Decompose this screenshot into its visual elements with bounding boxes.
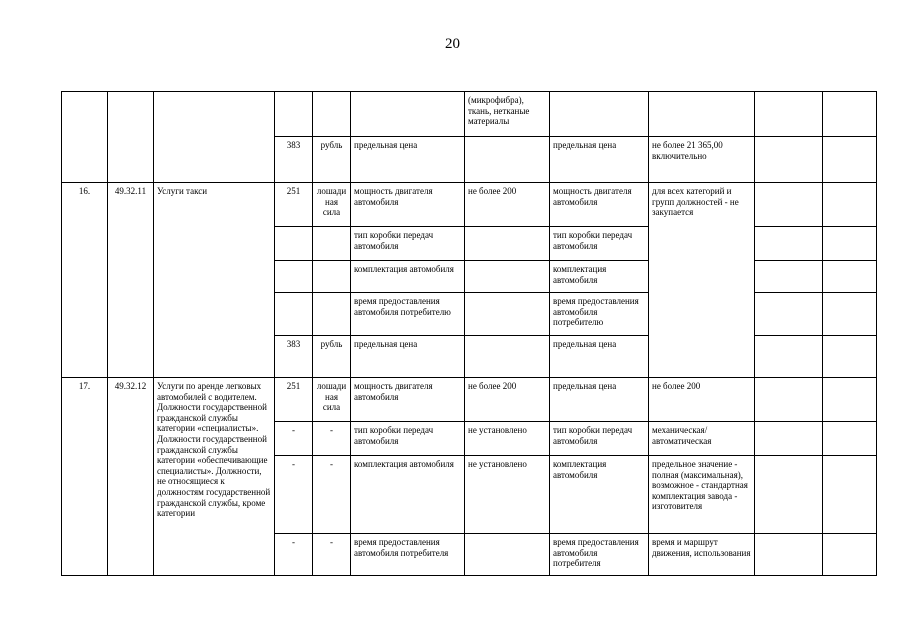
cell-empty	[550, 92, 649, 137]
cell-unit: рубль	[313, 336, 351, 378]
cell-empty	[313, 92, 351, 137]
cell-empty	[275, 261, 313, 293]
cell-characteristic: мощность двигателя автомобиля	[351, 378, 465, 422]
cell-characteristic: тип коробки передач автомобиля	[550, 227, 649, 261]
cell-empty	[823, 456, 877, 534]
cell-value: для всех категорий и групп должностей - не закупается	[649, 183, 755, 378]
cell-characteristic: предельная цена	[550, 378, 649, 422]
cell-empty	[823, 378, 877, 422]
cell-empty	[313, 227, 351, 261]
cell-value: механическая/автоматическая	[649, 422, 755, 456]
cell-empty	[465, 336, 550, 378]
cell-unit: -	[313, 534, 351, 576]
cell-empty	[755, 456, 823, 534]
cell-empty	[755, 227, 823, 261]
cell-characteristic: время предоставления автомобиля потребителю	[351, 293, 465, 336]
cell-value: не более 200	[649, 378, 755, 422]
cell-unit: лошадиная сила	[313, 378, 351, 422]
cell-okei-code: -	[275, 456, 313, 534]
cell-empty	[823, 92, 877, 137]
cell-empty	[823, 293, 877, 336]
cell-characteristic: тип коробки передач автомобиля	[351, 422, 465, 456]
cell-okei-code: 251	[275, 378, 313, 422]
cell-okpd2-code: 49.32.11	[108, 183, 154, 378]
cell-characteristic: тип коробки передач автомобиля	[550, 422, 649, 456]
cell-value: время и маршрут движения, использования	[649, 534, 755, 576]
cell-empty	[755, 92, 823, 137]
cell-empty	[351, 92, 465, 137]
cell-empty	[755, 534, 823, 576]
cell-empty	[313, 261, 351, 293]
cell-empty	[823, 336, 877, 378]
cell-characteristic: предельная цена	[351, 336, 465, 378]
cell-empty	[755, 378, 823, 422]
cell-okei-code: -	[275, 422, 313, 456]
cell-value: предельное значение - полная (максимальная), возможное - стандартная комплектация завода - изготовителя	[649, 456, 755, 534]
cell-empty	[823, 261, 877, 293]
cell-empty	[755, 422, 823, 456]
table-row	[62, 378, 877, 422]
cell-characteristic: комплектация автомобиля	[550, 261, 649, 293]
cell-characteristic: мощность двигателя автомобиля	[351, 183, 465, 227]
cell-okei-code: 383	[275, 336, 313, 378]
cell-empty	[275, 227, 313, 261]
cell-empty	[313, 293, 351, 336]
cell-empty	[275, 92, 313, 137]
cell-okei-code: 383	[275, 137, 313, 183]
cell-value: не более 200	[465, 378, 550, 422]
cell-empty	[275, 293, 313, 336]
catalog-table	[61, 91, 877, 576]
cell-characteristic: тип коробки передач автомобиля	[351, 227, 465, 261]
table-row	[62, 183, 877, 227]
cell-row-number: 17.	[62, 378, 108, 576]
cell-empty	[108, 92, 154, 183]
cell-characteristic-value: (микрофибра), ткань, нетканые материалы	[465, 92, 550, 137]
table-row	[62, 92, 877, 137]
cell-characteristic: предельная цена	[550, 336, 649, 378]
cell-unit: лошадиная сила	[313, 183, 351, 227]
cell-empty	[465, 293, 550, 336]
cell-empty	[755, 137, 823, 183]
cell-characteristic: время предоставления автомобиля потребителя	[550, 534, 649, 576]
cell-unit: -	[313, 456, 351, 534]
cell-empty	[823, 137, 877, 183]
cell-value: не более 21 365,00 включительно	[649, 137, 755, 183]
cell-okei-code: -	[275, 534, 313, 576]
cell-empty	[755, 336, 823, 378]
cell-row-number: 16.	[62, 183, 108, 378]
cell-empty	[823, 534, 877, 576]
cell-characteristic: комплектация автомобиля	[550, 456, 649, 534]
cell-empty	[465, 227, 550, 261]
cell-empty	[755, 261, 823, 293]
cell-value: не более 200	[465, 183, 550, 227]
cell-unit: рубль	[313, 137, 351, 183]
cell-empty	[823, 422, 877, 456]
cell-empty	[465, 261, 550, 293]
cell-characteristic: предельная цена	[550, 137, 649, 183]
cell-empty	[755, 293, 823, 336]
cell-unit: -	[313, 422, 351, 456]
cell-empty	[755, 183, 823, 227]
cell-okpd2-code: 49.32.12	[108, 378, 154, 576]
cell-characteristic: комплектация автомобиля	[351, 456, 465, 534]
cell-empty	[62, 92, 108, 183]
cell-empty	[465, 534, 550, 576]
cell-empty	[823, 183, 877, 227]
cell-empty	[465, 137, 550, 183]
cell-value: не установлено	[465, 456, 550, 534]
cell-characteristic: комплектация автомобиля	[351, 261, 465, 293]
cell-service-name: Услуги по аренде легковых автомобилей с водителем. Должности государственной гражданской службы категории «специалисты». Должности государственной гражданской службы категории «обеспечивающие специалисты». Должности, не относящиеся к должностям государственной гражданской службы, кроме категории	[154, 378, 275, 576]
cell-characteristic: время предоставления автомобиля потребителя	[351, 534, 465, 576]
cell-okei-code: 251	[275, 183, 313, 227]
cell-empty	[823, 227, 877, 261]
cell-characteristic: мощность двигателя автомобиля	[550, 183, 649, 227]
cell-characteristic: предельная цена	[351, 137, 465, 183]
cell-empty	[154, 92, 275, 183]
cell-characteristic: время предоставления автомобиля потребителю	[550, 293, 649, 336]
cell-service-name: Услуги такси	[154, 183, 275, 378]
cell-empty	[649, 92, 755, 137]
page-number: 20	[445, 36, 460, 52]
cell-value: не установлено	[465, 422, 550, 456]
